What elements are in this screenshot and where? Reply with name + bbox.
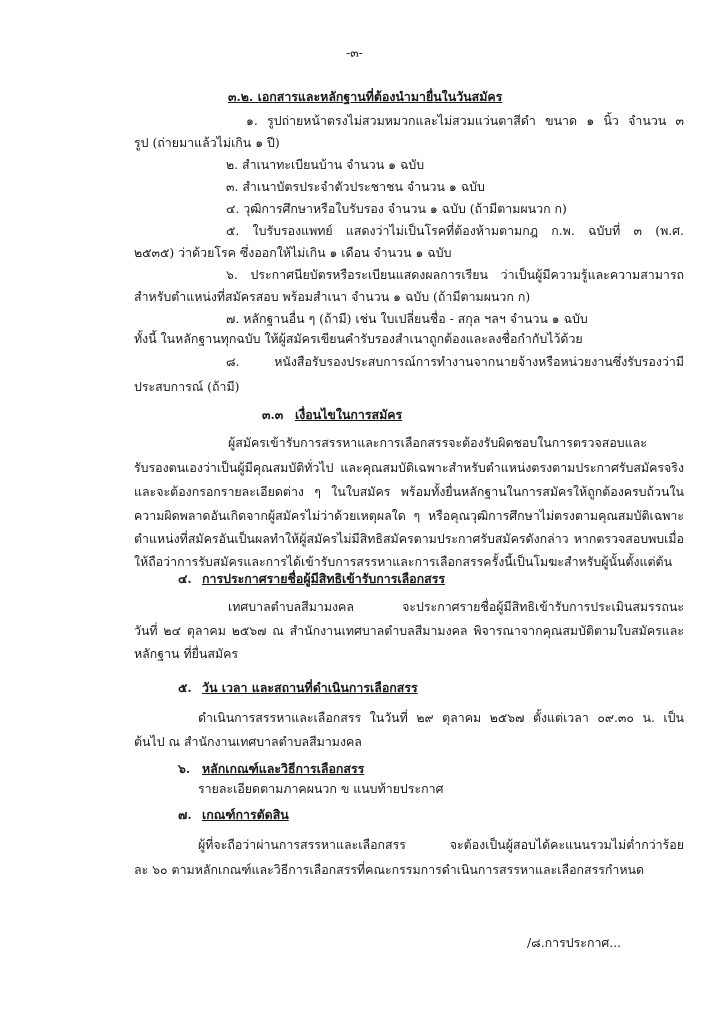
announcement-line-1: เทศบาลตำบลสีมามงคล จะประกาศรายชื่อผู้มีสิทธิเข้ารับการประเมินสมรรถนะ — [228, 599, 684, 614]
doc-item-5-line-2: ๒๕๓๕) ว่าด้วยโรค ซึ่งออกให้ไม่เกิน ๑ เดือน จำนวน ๑ ฉบับ — [134, 245, 452, 260]
section-4-heading: การประกาศรายชื่อผู้มีสิทธิเข้ารับการเลือกสรร — [202, 571, 446, 586]
section-3-3-heading: เงื่อนไขในการสมัคร — [295, 407, 403, 422]
announcement-line-2: วันที่ ๒๔ ตุลาคม ๒๕๖๗ ณ สำนักงานเทศบาลตำบลสีมามงคล พิจารณาจากคุณสมบัติตามใบสมัครและ — [134, 623, 684, 638]
doc-item-2: ๒. สำเนาทะเบียนบ้าน จำนวน ๑ ฉบับ — [226, 157, 425, 172]
conditions-line-6: ให้ถือว่าการรับสมัครและการได้เข้ารับการสรรหาและการเลือกสรรครั้งนี้เป็นโมฆะสำหรับผู้นั้นตั้งแต่ต้น — [134, 554, 673, 569]
section-3-2-heading: ๓.๒. เอกสารและหลักฐานที่ต้องนำมายื่นในวันสมัคร — [228, 89, 503, 104]
doc-item-6-line-1: ๖. ประกาศนียบัตรหรือระเบียนแสดงผลการเรียน ว่าเป็นผู้มีความรู้และความสามารถ — [226, 267, 684, 282]
doc-item-8-line-1: ๘. หนังสือรับรองประสบการณ์การทำงานจากนายจ้างหรือหน่วยงานซึ่งรับรองว่ามี — [226, 354, 684, 369]
conditions-line-4: ความผิดพลาดอันเกิดจากผู้สมัครไม่ว่าด้วยเหตุผลใด ๆ หรือคุณวุฒิการศึกษาไม่ตรงตามคุณสมบัติเฉพาะ — [134, 508, 684, 523]
doc-item-7-line-1: ๗. หลักฐานอื่น ๆ (ถ้ามี) เช่น ใบเปลี่ยนชื่อ - สกุล ฯลฯ จำนวน ๑ ฉบับ — [226, 311, 588, 326]
doc-item-1-line-1: ๑. รูปถ่ายหน้าตรงไม่สวมหมวกและไม่สวมแว่นตาสีดำ ขนาด ๑ นิ้ว จำนวน ๓ — [246, 113, 684, 128]
doc-item-8-line-2: ประสบการณ์ (ถ้ามี) — [134, 379, 240, 394]
doc-item-3: ๓. สำเนาบัตรประจำตัวประชาชน จำนวน ๑ ฉบับ — [226, 179, 485, 194]
doc-item-4: ๔. วุฒิการศึกษาหรือใบรับรอง จำนวน ๑ ฉบับ (ถ้ามีตามผนวก ก) — [226, 201, 567, 216]
conditions-line-2: รับรองตนเองว่าเป็นผู้มีคุณสมบัติทั่วไป และคุณสมบัติเฉพาะสำหรับตำแหน่งตรงตามประกาศรับสมัครจริง — [134, 460, 684, 475]
doc-item-7-line-2: ทั้งนี้ ในหลักฐานทุกฉบับ ให้ผู้สมัครเขียนคำรับรองสำเนาถูกต้องและลงชื่อกำกับไว้ด้วย — [134, 331, 583, 346]
conditions-line-3: และจะต้องกรอกรายละเอียดต่าง ๆ ในใบสมัคร พร้อมทั้งยื่นหลักฐานในการสมัครให้ถูกต้องครบถ้วนใน — [134, 484, 684, 499]
judgement-line-2: ละ ๖๐ ตามหลักเกณฑ์และวิธีการเลือกสรรที่คณะกรรมการดำเนินการสรรหาและเลือกสรรกำหนด — [134, 862, 645, 877]
announcement-line-3: หลักฐาน ที่ยื่นสมัคร — [134, 646, 239, 661]
section-7-number: ๗. — [178, 807, 192, 822]
section-7-heading: เกณฑ์การตัดสิน — [202, 807, 289, 822]
section-4-number: ๔. — [178, 571, 192, 586]
doc-item-5-line-1: ๕. ใบรับรองแพทย์ แสดงว่าไม่เป็นโรคที่ต้องห้ามตามกฎ ก.พ. ฉบับที่ ๓ (พ.ศ. — [226, 223, 684, 238]
conditions-line-5: ตำแหน่งที่สมัครอันเป็นผลทำให้ผู้สมัครไม่มีสิทธิสมัครตามประกาศรับสมัครดังกล่าว หากตรวจสอบพบเมื่อ — [134, 531, 684, 546]
schedule-line-2: ต้นไป ณ สำนักงานเทศบาลตำบลสีมามงคล — [134, 734, 362, 749]
section-5-heading: วัน เวลา และสถานที่ดำเนินการเลือกสรร — [202, 680, 418, 695]
conditions-line-1: ผู้สมัครเข้ารับการสรรหาและการเลือกสรรจะต้องรับผิดชอบในการตรวจสอบและ — [228, 435, 647, 450]
section-3-3-number: ๓.๓ — [262, 407, 284, 422]
judgement-line-1: ผู้ที่จะถือว่าผ่านการสรรหาและเลือกสรร จะต้องเป็นผู้สอบได้คะแนนรวมไม่ต่ำกว่าร้อย — [198, 837, 684, 852]
doc-item-6-line-2: สำหรับตำแหน่งที่สมัครสอบ พร้อมสำเนา จำนวน ๑ ฉบับ (ถ้ามีตามผนวก ก) — [134, 289, 531, 304]
section-6-heading: หลักเกณฑ์และวิธีการเลือกสรร — [202, 761, 365, 776]
section-6-number: ๖. — [178, 761, 191, 776]
doc-item-1-line-2: รูป (ถ่ายมาแล้วไม่เกิน ๑ ปี) — [134, 135, 280, 150]
continuation-footer: /๘.การประกาศ... — [527, 935, 622, 950]
schedule-line-1: ดำเนินการสรรหาและเลือกสรร ในวันที่ ๒๙ ตุลาคม ๒๕๖๗ ตั้งแต่เวลา ๐๙.๓๐ น. เป็น — [198, 710, 684, 725]
page-number: -๓- — [346, 45, 363, 60]
criteria-line-1: รายละเอียดตามภาคผนวก ข แนบท้ายประกาศ — [198, 781, 444, 796]
section-5-number: ๕. — [178, 680, 192, 695]
